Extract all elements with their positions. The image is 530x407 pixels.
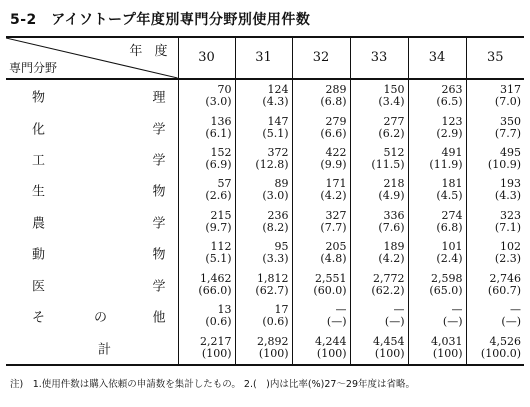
data-cell [292, 143, 350, 174]
percent-value: (5.1) [205, 252, 232, 266]
count-value: 123 [441, 114, 463, 128]
count-value: 336 [383, 208, 405, 222]
count-value: 171 [325, 177, 347, 191]
table-row [6, 332, 524, 365]
count-value: 274 [441, 208, 463, 222]
percent-value: (3.4) [378, 94, 405, 108]
data-cell [408, 143, 466, 174]
table-row [6, 269, 524, 300]
row-label [6, 332, 178, 365]
count-value: 2,892 [257, 335, 289, 349]
percent-value: (7.6) [378, 220, 405, 234]
count-value: 218 [383, 177, 405, 191]
table-row [6, 301, 524, 332]
count-value: 323 [500, 208, 521, 222]
count-value: 2,598 [431, 271, 463, 285]
percent-value: (7.1) [494, 220, 521, 234]
count-value: 205 [325, 240, 347, 254]
isotope-usage-table [6, 36, 524, 366]
percent-value: (100.0) [480, 347, 521, 361]
row-label-char: 学 [152, 216, 166, 232]
data-cell [350, 112, 408, 143]
header-corner-cell [6, 37, 178, 79]
percent-value: (7.7) [494, 126, 521, 140]
data-cell [466, 175, 524, 206]
year-header: 34 [408, 37, 466, 79]
row-label-char: 工 [32, 153, 46, 169]
count-value: — [393, 303, 405, 317]
data-cell [178, 332, 235, 365]
row-label-char: 物 [32, 90, 46, 106]
table-title: 5-2 アイソトープ年度別専門分野別使用件数 [10, 12, 311, 28]
data-cell [292, 175, 350, 206]
count-value: 4,454 [373, 335, 405, 349]
table-row [6, 112, 524, 143]
data-cell [466, 79, 524, 112]
data-cell [292, 332, 350, 365]
row-label-char: そ [32, 310, 46, 326]
count-value: 150 [383, 82, 405, 96]
count-value: 189 [383, 240, 405, 254]
percent-value: (100) [316, 347, 347, 361]
count-value: — [451, 303, 463, 317]
count-value: 372 [267, 145, 289, 159]
row-label-char: 理 [152, 90, 166, 106]
data-cell [178, 301, 235, 332]
row-label-char: 医 [32, 279, 46, 295]
percent-value: (4.3) [494, 189, 521, 203]
data-cell [466, 332, 524, 365]
count-value: 95 [274, 240, 289, 254]
count-value: 289 [325, 82, 347, 96]
percent-value: (100) [201, 347, 232, 361]
percent-value: (2.6) [205, 189, 232, 203]
percent-value: (3.0) [205, 94, 232, 108]
data-cell [178, 143, 235, 174]
percent-value: (100) [258, 347, 289, 361]
percent-value: (3.3) [262, 252, 289, 266]
percent-value: (8.2) [262, 220, 289, 234]
count-value: 317 [500, 82, 521, 96]
count-value: 4,526 [489, 335, 521, 349]
data-cell [408, 301, 466, 332]
percent-value: (6.2) [378, 126, 405, 140]
percent-value: (10.9) [487, 157, 521, 171]
count-value: 491 [441, 145, 463, 159]
percent-value: (65.0) [429, 283, 463, 297]
data-cell [466, 143, 524, 174]
percent-value: (4.5) [436, 189, 463, 203]
count-value: 152 [210, 145, 232, 159]
count-value: 181 [441, 177, 463, 191]
count-value: 277 [383, 114, 405, 128]
row-label-char: 学 [152, 122, 166, 137]
data-cell [178, 175, 235, 206]
percent-value: (11.9) [429, 157, 463, 171]
data-cell [235, 301, 292, 332]
percent-value: (2.3) [494, 252, 521, 266]
count-value: 4,244 [315, 335, 347, 349]
data-cell [350, 269, 408, 300]
count-value: 327 [325, 208, 347, 222]
count-value: 2,746 [489, 271, 521, 285]
data-cell [350, 238, 408, 269]
percent-value: (66.0) [198, 283, 232, 297]
data-cell [408, 175, 466, 206]
percent-value: (9.9) [320, 157, 347, 171]
row-label [6, 206, 178, 237]
percent-value: (6.6) [320, 126, 347, 140]
count-value: 512 [383, 145, 405, 159]
count-value: 101 [441, 240, 463, 254]
footnote: 注) 1.使用件数は購入依頼の申請数を集計したもの。 2.( )内は比率(%)27〜29年度は省略。 [10, 379, 416, 390]
count-value: 147 [267, 114, 289, 128]
count-value: 89 [274, 177, 289, 191]
year-header: 32 [292, 37, 350, 79]
data-cell [350, 301, 408, 332]
count-value: 263 [441, 82, 463, 96]
percent-value: (6.1) [205, 126, 232, 140]
data-cell [408, 269, 466, 300]
percent-value: (—) [326, 315, 347, 329]
data-cell [292, 79, 350, 112]
row-label-char: 農 [32, 216, 46, 232]
row-label-char: 物 [152, 184, 166, 200]
row-label [6, 301, 178, 332]
data-cell [235, 112, 292, 143]
percent-value: (2.9) [436, 126, 463, 140]
count-value: 193 [500, 177, 521, 191]
data-cell [235, 332, 292, 365]
count-value: 2,551 [315, 271, 347, 285]
percent-value: (6.8) [436, 220, 463, 234]
percent-value: (0.6) [262, 315, 289, 329]
data-cell [408, 238, 466, 269]
row-label [6, 79, 178, 112]
table-row [6, 175, 524, 206]
percent-value: (100) [432, 347, 463, 361]
percent-value: (2.4) [436, 252, 463, 266]
data-cell [178, 79, 235, 112]
percent-value: (0.6) [205, 315, 232, 329]
data-cell [235, 143, 292, 174]
data-cell [466, 206, 524, 237]
percent-value: (4.2) [320, 189, 347, 203]
count-value: 2,772 [373, 271, 405, 285]
row-label [6, 238, 178, 269]
percent-value: (6.5) [436, 94, 463, 108]
row-label [6, 112, 178, 143]
count-value: 215 [210, 208, 232, 222]
row-label-char: 計 [98, 342, 112, 358]
data-cell [350, 206, 408, 237]
count-value: 17 [274, 303, 289, 317]
table-row [6, 206, 524, 237]
count-value: 70 [217, 82, 232, 96]
percent-value: (100) [374, 347, 405, 361]
percent-value: (5.1) [262, 126, 289, 140]
data-cell [235, 79, 292, 112]
data-cell [292, 112, 350, 143]
percent-value: (60.0) [313, 283, 347, 297]
count-value: 112 [210, 240, 232, 254]
row-label [6, 143, 178, 174]
data-cell [408, 112, 466, 143]
data-cell [292, 269, 350, 300]
row-label-char: 学 [152, 153, 166, 169]
data-cell [466, 112, 524, 143]
percent-value: (4.9) [378, 189, 405, 203]
percent-value: (4.3) [262, 94, 289, 108]
data-cell [235, 238, 292, 269]
count-value: 4,031 [431, 335, 463, 349]
data-cell [178, 206, 235, 237]
table-row [6, 143, 524, 174]
count-value: 350 [500, 114, 521, 128]
count-value: 279 [325, 114, 347, 128]
data-cell [408, 206, 466, 237]
count-value: — [510, 303, 521, 317]
percent-value: (12.8) [255, 157, 289, 171]
percent-value: (62.2) [371, 283, 405, 297]
year-header: 35 [466, 37, 524, 79]
table-row [6, 238, 524, 269]
row-label [6, 269, 178, 300]
percent-value: (—) [501, 315, 521, 329]
percent-value: (9.7) [205, 220, 232, 234]
data-cell [350, 143, 408, 174]
row-label-char: 化 [32, 122, 46, 137]
percent-value: (—) [442, 315, 463, 329]
count-value: 236 [267, 208, 289, 222]
data-cell [408, 332, 466, 365]
data-cell [350, 175, 408, 206]
percent-value: (7.0) [494, 94, 521, 108]
data-cell [292, 238, 350, 269]
count-value: 102 [500, 240, 521, 254]
percent-value: (4.2) [378, 252, 405, 266]
data-cell [466, 301, 524, 332]
percent-value: (6.8) [320, 94, 347, 108]
data-cell [350, 79, 408, 112]
table-row [6, 79, 524, 112]
count-value: 136 [210, 114, 232, 128]
count-value: 124 [267, 82, 289, 96]
count-value: 57 [217, 177, 232, 191]
row-label-char: 他 [152, 310, 166, 326]
count-value: 2,217 [200, 335, 232, 349]
count-value: 422 [325, 145, 347, 159]
data-cell [350, 332, 408, 365]
data-cell [466, 269, 524, 300]
row-label-char: 物 [152, 247, 166, 263]
year-header: 30 [178, 37, 235, 79]
count-value: — [335, 303, 347, 317]
year-header: 33 [350, 37, 408, 79]
count-value: 13 [217, 303, 232, 317]
year-header: 31 [235, 37, 292, 79]
percent-value: (62.7) [255, 283, 289, 297]
header-row [6, 37, 524, 79]
count-value: 1,812 [257, 271, 289, 285]
row-label-char: の [94, 310, 108, 326]
data-cell [292, 206, 350, 237]
row-label [6, 175, 178, 206]
data-cell [235, 206, 292, 237]
data-cell [178, 112, 235, 143]
row-label-char: 動 [32, 247, 46, 263]
data-cell [178, 269, 235, 300]
year-header-label: 年 度 [129, 44, 172, 59]
data-cell [235, 175, 292, 206]
count-value: 1,462 [200, 271, 232, 285]
percent-value: (—) [384, 315, 405, 329]
data-cell [292, 301, 350, 332]
data-cell [178, 238, 235, 269]
data-cell [466, 238, 524, 269]
count-value: 495 [500, 145, 521, 159]
data-cell [408, 79, 466, 112]
percent-value: (3.0) [262, 189, 289, 203]
data-cell [235, 269, 292, 300]
table-body [6, 79, 524, 365]
percent-value: (7.7) [320, 220, 347, 234]
field-header-label: 専門分野 [9, 60, 58, 75]
percent-value: (4.8) [320, 252, 347, 266]
row-label-char: 学 [152, 279, 166, 295]
percent-value: (6.9) [205, 157, 232, 171]
percent-value: (11.5) [371, 157, 405, 171]
percent-value: (60.7) [487, 283, 521, 297]
row-label-char: 生 [32, 184, 46, 200]
